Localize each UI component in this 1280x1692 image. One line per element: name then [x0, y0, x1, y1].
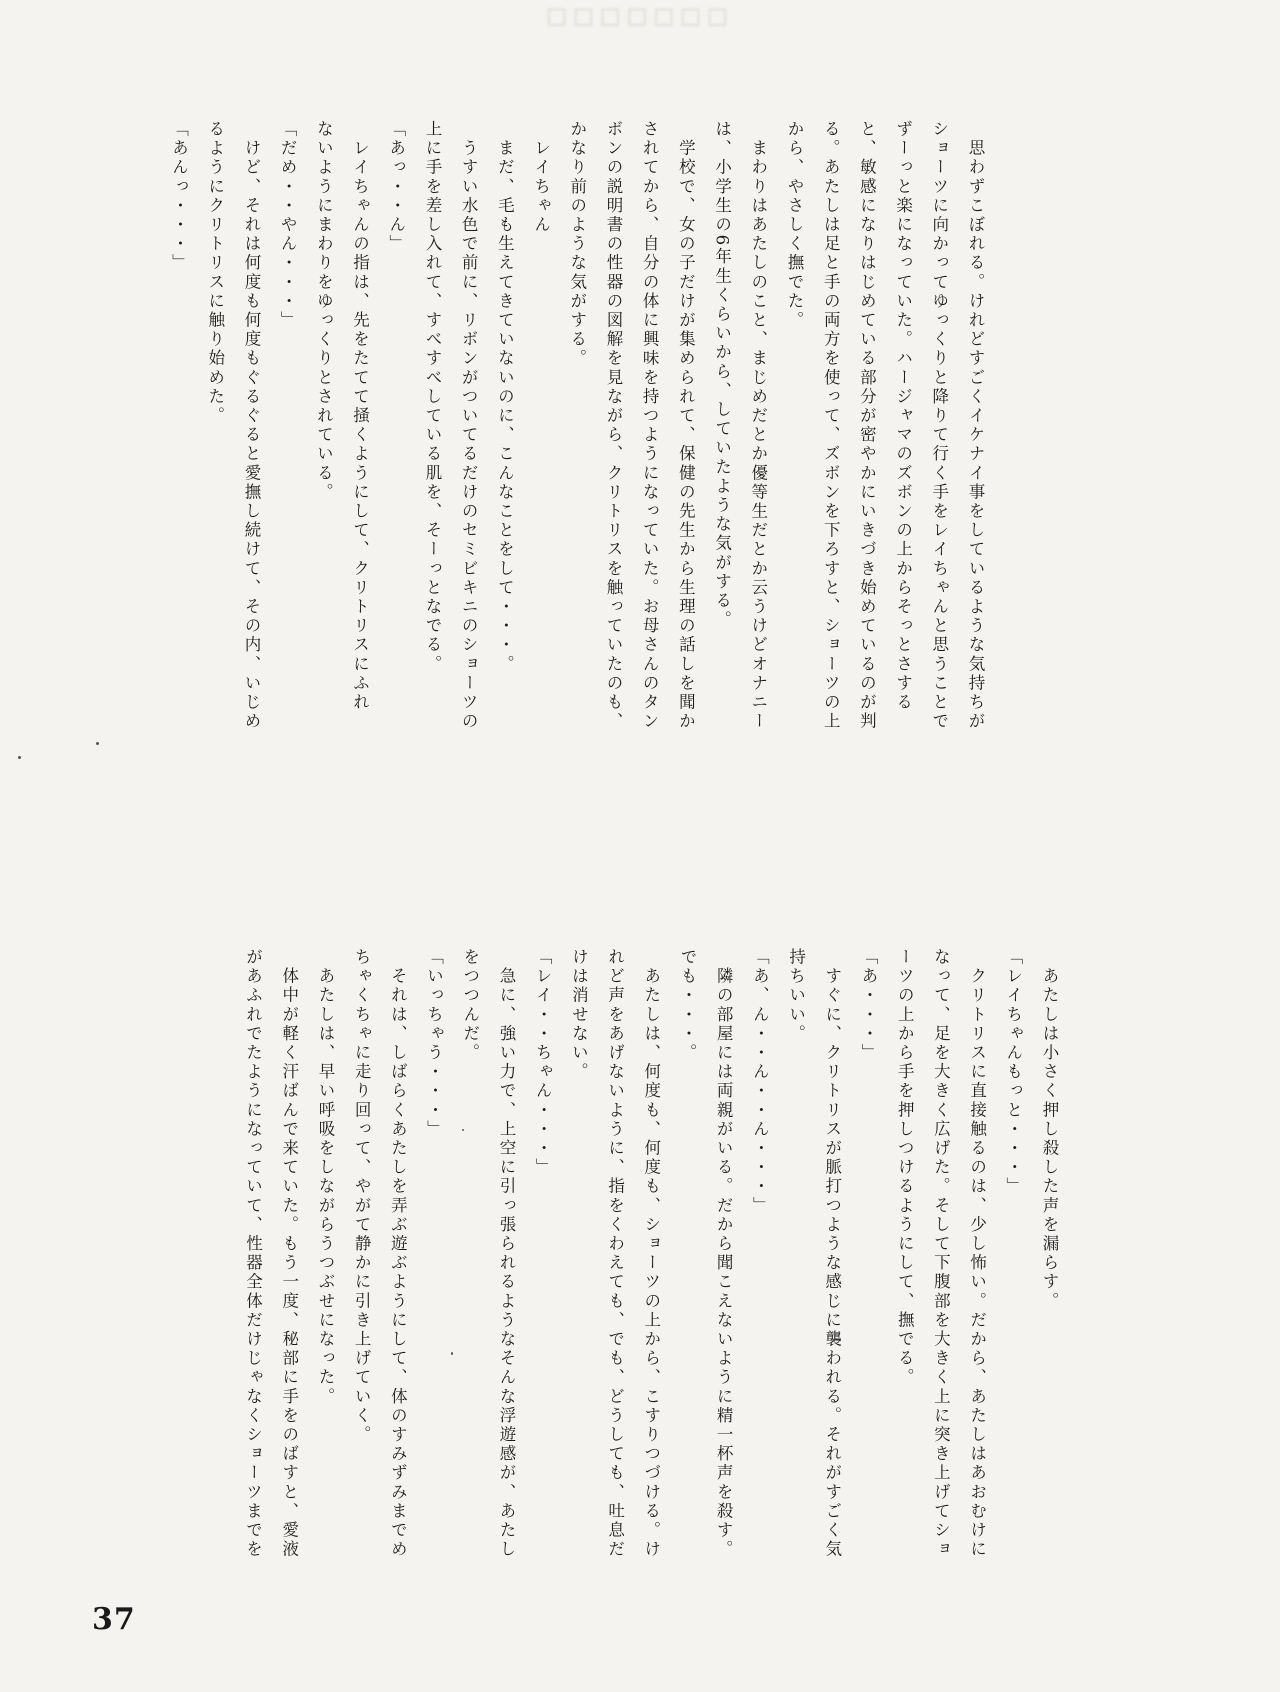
text-line: は、小学生の6年生くらいから、していたような気がする。	[712, 120, 732, 630]
text-line: から、やさしく撫でた。	[784, 120, 804, 331]
text-line: 「だめ・・やん・・・」	[278, 120, 298, 331]
text-line: 「あ・・・」	[858, 948, 878, 1063]
text-line: あたしは、何度も、何度も、ショーツの上から、こすりつづける。け	[641, 948, 661, 1560]
text-line: ーツの上から手を押しつけるようにして、撫でる。	[895, 948, 915, 1388]
text-line: 隣の部屋には両親がいる。だから聞こえないように精一杯声を殺す。	[714, 948, 734, 1560]
page-number: 37	[92, 1602, 136, 1637]
text-line: と、敏感になりはじめている部分が密やかにいきづき始めているのが判	[857, 120, 877, 732]
text-line: 「あ、ん・・ん・・ん・・・」	[750, 948, 770, 1216]
text-line: あたしは小さく押し殺した声を漏らす。	[1040, 948, 1059, 1311]
text-line: ボンの説明書の性器の図解を見ながら、クリトリスを触っていたのも、	[603, 120, 623, 732]
text-line: けど、それは何度も何度もぐるぐると愛撫し続けて、その内、いじめ	[241, 120, 261, 732]
text-line: があふれでたようになっていて、性器全体だけじゃなくショーツまでを	[243, 948, 263, 1560]
text-line: る。あたしは足と手の両方を使って、ズボンを下ろすと、ショーツの上	[821, 120, 841, 732]
text-line: ないようにまわりをゆっくりとされている。	[314, 120, 334, 502]
text-line: 急に、強い力で、上空に引っ張られるようなそんな浮遊感が、あたし	[496, 948, 516, 1560]
text-line: けは消せない。	[569, 948, 589, 1082]
text-line: でも・・・。	[677, 948, 697, 1063]
lower-text-block	[243, 948, 1067, 1628]
text-line: 思わずこぼれる。けれどすごくイケナイ事をしているような気持ちが	[966, 120, 985, 732]
text-line: レイちゃんの指は、先をたてて掻くようにして、クリトリスにふれ	[350, 120, 370, 713]
text-line: クリトリスに直接触るのは、少し怖い。だから、あたしはあおむけに	[967, 948, 987, 1560]
text-line: かなり前のような気がする。	[567, 120, 587, 369]
text-line: すぐに、クリトリスが脈打つような感じに襲われる。それがすごく気	[822, 948, 842, 1560]
text-line: 「あっ・・ん」	[386, 120, 406, 254]
scan-speck	[96, 742, 99, 745]
text-line: ちゃくちゃに走り回って、やがて静かに引き上げていく。	[352, 948, 372, 1445]
scan-speck	[18, 756, 21, 759]
text-line: れど声をあげないように、指をくわえても、でも、どうしても、吐息だ	[605, 948, 625, 1560]
text-line: るようにクリトリスに触り始めた。	[205, 120, 225, 426]
scan-speck	[462, 1129, 464, 1131]
text-line: レイちゃん	[531, 120, 551, 235]
text-line: 「レイ・・ちゃん・・・」	[533, 948, 553, 1178]
text-line: 体中が軽く汗ばんで来ていた。もう一度、秘部に手をのばすと、愛液	[279, 948, 299, 1560]
text-line: なって、足を大きく広げた。そして下腹部を大きく上に突き上げてショ	[931, 948, 951, 1560]
text-line: をつつんだ。	[460, 948, 480, 1063]
text-line: それは、しばらくあたしを弄ぶ遊ぶようにして、体のすみずみまでめ	[388, 948, 408, 1560]
text-line: うすい水色で前に、リボンがついてるだけのセミビキニのショーツの	[459, 120, 479, 732]
text-line: まだ、毛も生えてきていないのに、こんなことをして・・・。	[495, 120, 515, 674]
text-line: 「あんっ・・・」	[169, 120, 189, 273]
text-line: まわりはあたしのこと、まじめだとか優等生だとか云うけどオナニー	[748, 120, 768, 732]
scan-speck	[451, 1352, 453, 1355]
text-line: 持ちいい。	[786, 948, 806, 1044]
text-line: 「いっちゃう・・・」	[424, 948, 444, 1139]
text-line: 上に手を差し入れて、すべすべしている肌を、そーっとなでる。	[422, 120, 442, 674]
text-line: あたしは、早い呼吸をしながらうつぶせになった。	[315, 948, 335, 1407]
text-line: 学校で、女の子だけが集められて、保健の先生から生理の話しを聞か	[676, 120, 696, 732]
faint-running-header: □□□□□□□	[546, 4, 734, 29]
text-line: ショーツに向かってゆっくりと降りて行く手をレイちゃんと思うことで	[929, 120, 949, 732]
text-line: ずーっと楽になっていた。ハージャマのズボンの上からそっとさする	[893, 120, 913, 713]
text-line: 「レイちゃんもっと・・・」	[1003, 948, 1023, 1197]
upper-text-block	[169, 120, 993, 805]
text-line: されてから、自分の体に興味を持つようになっていた。お母さんのタン	[640, 120, 660, 732]
